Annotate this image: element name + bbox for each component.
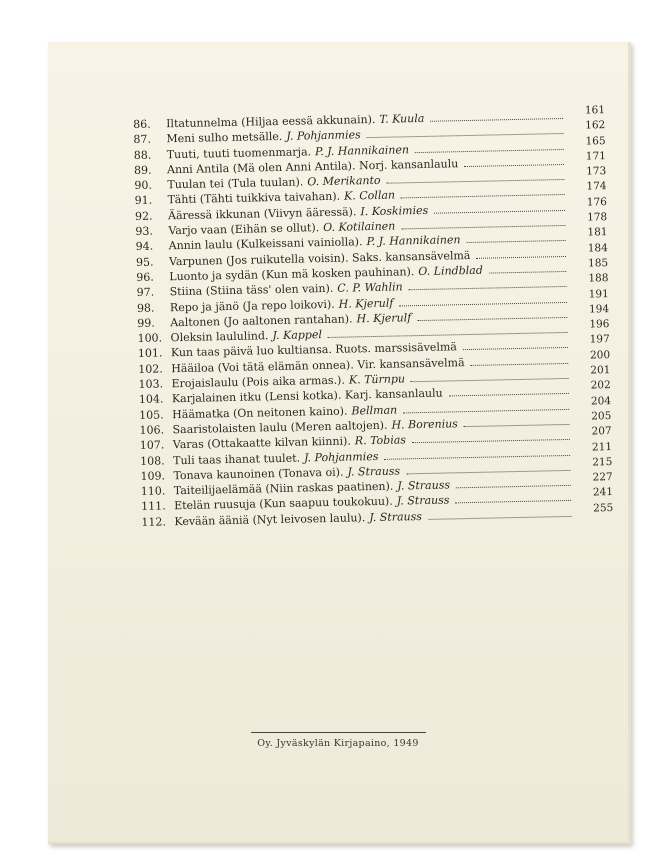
- toc-dot-leader: [401, 194, 565, 198]
- toc-entry-number: 99.: [137, 316, 155, 330]
- table-of-contents: [133, 104, 614, 531]
- toc-entry-number: 96.: [136, 270, 154, 284]
- toc-dot-leader: [430, 118, 563, 122]
- toc-dot-leader: [415, 149, 564, 153]
- toc-entry-title: Annin laulu (Kulkeissani vainiolla).: [168, 235, 363, 253]
- toc-entry-page: 194: [588, 302, 610, 316]
- toc-entry-number: 94.: [135, 239, 154, 254]
- toc-entry-number: 86.: [133, 117, 151, 131]
- toc-dot-leader: [456, 500, 572, 503]
- toc-entry-page: 174: [586, 180, 607, 194]
- toc-entry-number: 104.: [138, 392, 164, 407]
- toc-entry-page: 200: [589, 348, 611, 362]
- toc-dot-leader: [367, 133, 564, 138]
- toc-entry-title: Stiina (Stiina täss' olen vain).: [169, 282, 334, 299]
- toc-entry-page: 204: [590, 394, 612, 408]
- toc-dot-leader: [411, 378, 569, 382]
- toc-entry-author: O. Kotilainen: [323, 219, 396, 235]
- toc-entry-title: Tuuti, tuuti tuomenmarja.: [166, 144, 312, 161]
- toc-entry-title: Varjo vaan (Eihän se ollut).: [168, 221, 320, 238]
- toc-entry-author: O. Lindblad: [418, 263, 483, 279]
- toc-entry-author: C. P. Wahlin: [337, 280, 403, 296]
- toc-dot-leader: [399, 302, 567, 307]
- toc-dot-leader: [434, 210, 565, 214]
- toc-entry-page: 241: [592, 486, 614, 499]
- toc-entry-number: 90.: [134, 178, 153, 193]
- imprint-text: Oy. Jyväskylän Kirjapaino, 1949: [257, 738, 419, 749]
- toc-entry-number: 98.: [136, 301, 155, 315]
- toc-entry-page: 196: [589, 318, 610, 331]
- toc-entry-page: 188: [588, 272, 609, 285]
- toc-entry-page: 178: [587, 211, 608, 224]
- toc-entry-number: 109.: [140, 469, 166, 483]
- toc-dot-leader: [328, 332, 568, 338]
- toc-entry-number: 91.: [134, 194, 153, 208]
- toc-entry-number: 87.: [133, 132, 152, 147]
- toc-entry-title: Meni sulho metsälle.: [166, 130, 283, 146]
- toc-entry-title: Taiteilijaelämää (Niin raskas paatinen).: [173, 479, 394, 498]
- toc-entry-title: Repo ja jänö (Ja repo loikovi).: [169, 297, 335, 314]
- toc-entry-page: 173: [586, 165, 607, 178]
- toc-entry-author: J. Strauss: [369, 509, 423, 524]
- toc-entry-title: Tuulan tei (Tula tuulan).: [167, 175, 304, 192]
- toc-entry-number: 101.: [137, 346, 163, 361]
- printer-imprint: [48, 732, 628, 749]
- toc-dot-leader: [428, 516, 571, 520]
- toc-entry-author: Bellman: [351, 403, 398, 418]
- toc-entry-title: Saaristolaisten laulu (Meren aaltojen).: [172, 418, 388, 437]
- toc-dot-leader: [401, 225, 565, 229]
- toc-entry-page: 162: [585, 119, 606, 132]
- toc-entry-author: K. Türnpu: [348, 372, 406, 387]
- toc-entry-title: Erojaislaulu (Pois aika armas.).: [171, 373, 346, 391]
- toc-entry-page: 184: [587, 241, 608, 255]
- toc-dot-leader: [489, 271, 566, 274]
- toc-entry-title: Varpunen (Jos ruikutella voisin). Saks. kansansävelmä: [168, 248, 471, 268]
- toc-entry-page: 211: [591, 440, 613, 453]
- toc-entry-page: 191: [588, 287, 609, 301]
- toc-entry-page: 201: [590, 364, 611, 377]
- toc-dot-leader: [449, 393, 569, 397]
- toc-entry-number: 111.: [141, 499, 166, 514]
- toc-entry-author: R. Tobias: [354, 433, 407, 448]
- toc-entry-author: H. Kjerulf: [356, 311, 412, 326]
- toc-entry-page: 171: [585, 149, 607, 163]
- toc-dot-leader: [409, 286, 567, 290]
- toc-entry-page: 205: [591, 409, 612, 423]
- toc-entry-author: J. Strauss: [347, 464, 401, 479]
- toc-entry-title: Tonava kaunoinen (Tonava oi).: [173, 465, 344, 483]
- toc-entry-title: Hääiloa (Voi tätä elämän onnea). Vir. kansansävelmä: [171, 355, 465, 376]
- toc-entry-page: 255: [593, 501, 614, 515]
- toc-entry-author: J. Strauss: [397, 478, 451, 493]
- toc-dot-leader: [406, 470, 570, 474]
- toc-dot-leader: [467, 240, 566, 243]
- toc-entry-title: Oleksin laululind.: [170, 329, 269, 345]
- toc-entry-page: 176: [586, 195, 607, 209]
- toc-entry-number: 107.: [139, 438, 165, 453]
- toc-dot-leader: [384, 454, 570, 459]
- toc-entry-page: 202: [590, 379, 611, 392]
- toc-entry-author: J. Pohjanmies: [286, 128, 361, 144]
- toc-entry-author: I. Koskimies: [360, 203, 429, 219]
- toc-entry-author: H. Borenius: [391, 417, 459, 432]
- toc-entry-author: P. J. Hannikainen: [314, 142, 410, 158]
- toc-entry-page: 207: [591, 425, 612, 438]
- toc-dot-leader: [471, 363, 569, 366]
- toc-entry-number: 108.: [140, 453, 165, 468]
- toc-dot-leader: [412, 439, 570, 443]
- toc-entry-number: 105.: [139, 408, 164, 422]
- toc-entry-page: 165: [585, 134, 606, 148]
- toc-entry-title: Luonto ja sydän (Kun mä kosken pauhinan).: [169, 265, 415, 284]
- toc-entry-number: 112.: [141, 515, 167, 529]
- imprint-rule: [251, 732, 426, 733]
- toc-entry-page: 185: [587, 257, 609, 270]
- toc-entry-page: 197: [589, 333, 610, 346]
- toc-entry-title: Häämatka (On neitonen kaino).: [172, 404, 348, 421]
- toc-entry-author: O. Merikanto: [307, 174, 381, 189]
- toc-entry-author: J. Pohjanmies: [303, 449, 379, 465]
- toc-entry-author: K. Collan: [343, 189, 396, 204]
- toc-entry-author: H. Kjerulf: [338, 296, 394, 311]
- toc-entry-author: P. J. Hannikainen: [366, 233, 461, 249]
- toc-entry-title: Ääressä ikkunan (Viivyn ääressä).: [167, 205, 357, 223]
- toc-entry-page: 161: [584, 104, 606, 117]
- toc-entry-number: 92.: [134, 209, 153, 223]
- toc-entry-title: Karjalainen itku (Lensi kotka). Karj. kansanlaulu: [171, 386, 443, 406]
- toc-entry-title: Varas (Ottakaatte kilvan kiinni).: [172, 434, 351, 452]
- toc-entry-page: 181: [587, 226, 608, 239]
- toc-entry-title: Kun taas päivä luo kultiansa. Ruots. marssisävelmä: [170, 340, 458, 360]
- toc-entry-title: Anni Antila (Mä olen Anni Antila). Norj. kansanlaulu: [166, 157, 459, 177]
- toc-entry-title: Tähti (Tähti tuikkiva taivahan).: [167, 190, 341, 207]
- toc-dot-leader: [403, 409, 569, 413]
- toc-dot-leader: [476, 256, 566, 259]
- toc-entry-author: J. Strauss: [396, 493, 450, 508]
- toc-entry-number: 88.: [133, 148, 152, 162]
- toc-entry-title: Etelän ruusuja (Kun saapuu toukokuu).: [174, 495, 393, 513]
- toc-entry-number: 93.: [135, 224, 154, 239]
- toc-dot-leader: [464, 164, 564, 167]
- toc-dot-leader: [417, 317, 567, 321]
- toc-entry-number: 89.: [133, 163, 152, 177]
- toc-entry-number: 97.: [136, 285, 155, 300]
- toc-entry-author: J. Kappel: [272, 328, 323, 343]
- book-page: [48, 42, 631, 844]
- toc-entry-title: Iltatunnelma (Hiljaa eessä akkunain).: [165, 112, 376, 131]
- toc-dot-leader: [456, 485, 571, 488]
- toc-entry-title: Tuli taas ihanat tuulet.: [173, 451, 301, 467]
- toc-dot-leader: [463, 347, 568, 350]
- page-content: [48, 42, 628, 842]
- toc-entry-title: Aaltonen (Jo aaltonen rantahan).: [170, 312, 353, 330]
- toc-dot-leader: [387, 179, 565, 184]
- toc-entry-page: 227: [592, 471, 613, 484]
- toc-dot-leader: [464, 424, 570, 427]
- toc-entry-page: 215: [592, 455, 613, 469]
- toc-entry-number: 102.: [138, 362, 163, 376]
- toc-entry-number: 103.: [138, 377, 164, 391]
- toc-entry-number: 110.: [140, 484, 166, 499]
- toc-entry-title: Kevään ääniä (Nyt leivosen laulu).: [174, 510, 366, 528]
- toc-entry-author: T. Kuula: [379, 111, 425, 126]
- toc-entry-number: 95.: [135, 255, 154, 269]
- toc-entry-number: 100.: [137, 331, 163, 346]
- toc-entry-number: 106.: [139, 423, 165, 437]
